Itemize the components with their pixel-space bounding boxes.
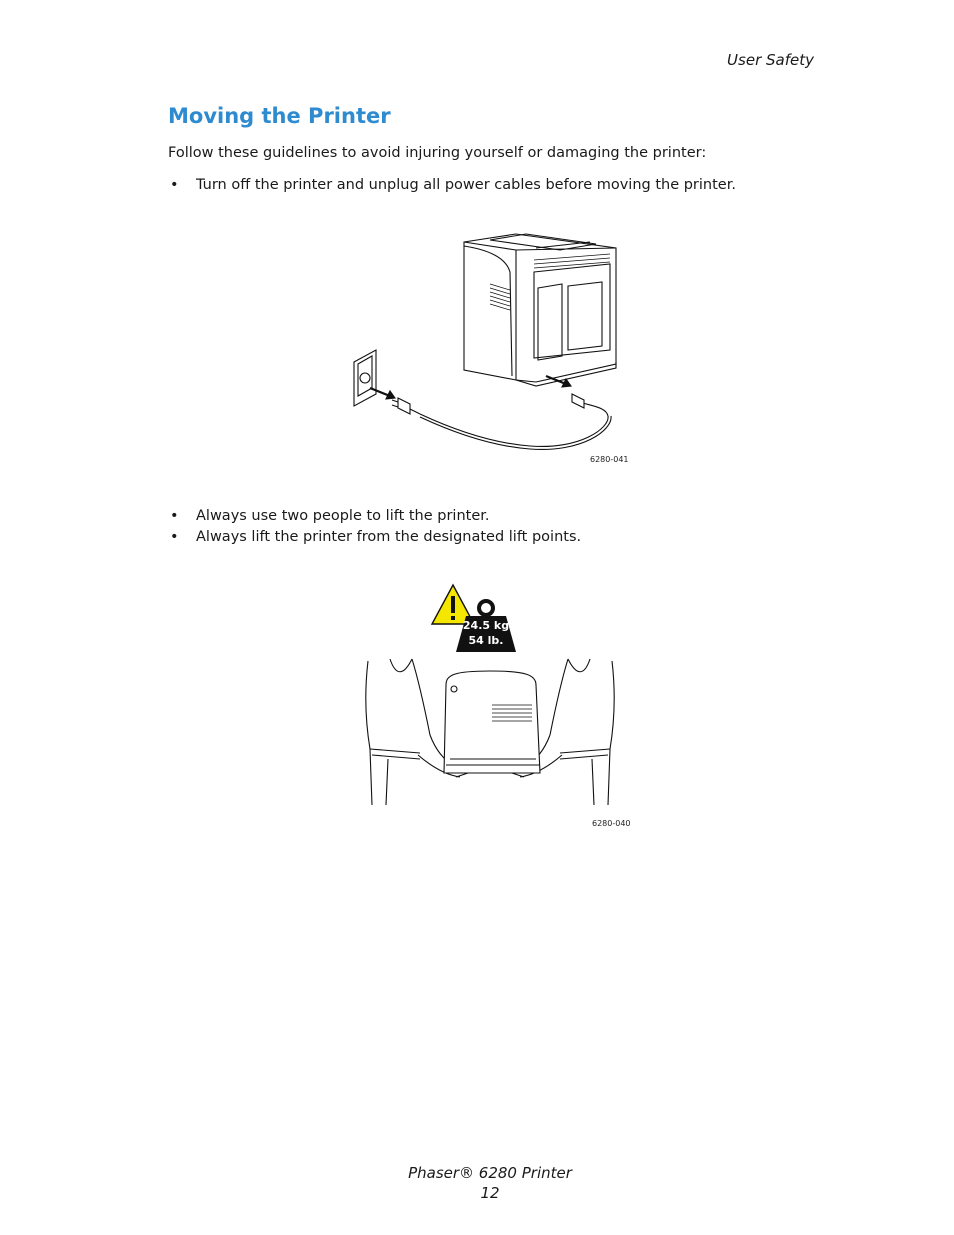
footer-page-number: 12 <box>480 1184 500 1202</box>
two-person-lift-illustration <box>360 655 620 807</box>
section-title: Moving the Printer <box>168 104 391 128</box>
bullet-item: • Always lift the printer from the designated lift points. <box>168 527 581 548</box>
weight-kg-label: 24.5 kg <box>462 619 510 632</box>
unplug-printer-illustration <box>340 228 640 458</box>
running-header: User Safety <box>727 51 814 69</box>
weight-lb-label: 54 lb. <box>468 634 504 647</box>
intro-paragraph: Follow these guidelines to avoid injuring yourself or damaging the printer: <box>168 145 707 161</box>
bullet-item: • Always use two people to lift the printer. <box>168 506 581 527</box>
bullet-list-unplug <box>168 175 736 196</box>
bullet-item: • Turn off the printer and unplug all power cables before moving the printer. <box>168 175 736 196</box>
bullet-list-lifting <box>168 506 581 548</box>
figure-code: 6280-040 <box>592 819 631 828</box>
footer-product: Phaser® 6280 Printer <box>408 1164 572 1182</box>
figure-code: 6280-041 <box>590 455 629 464</box>
